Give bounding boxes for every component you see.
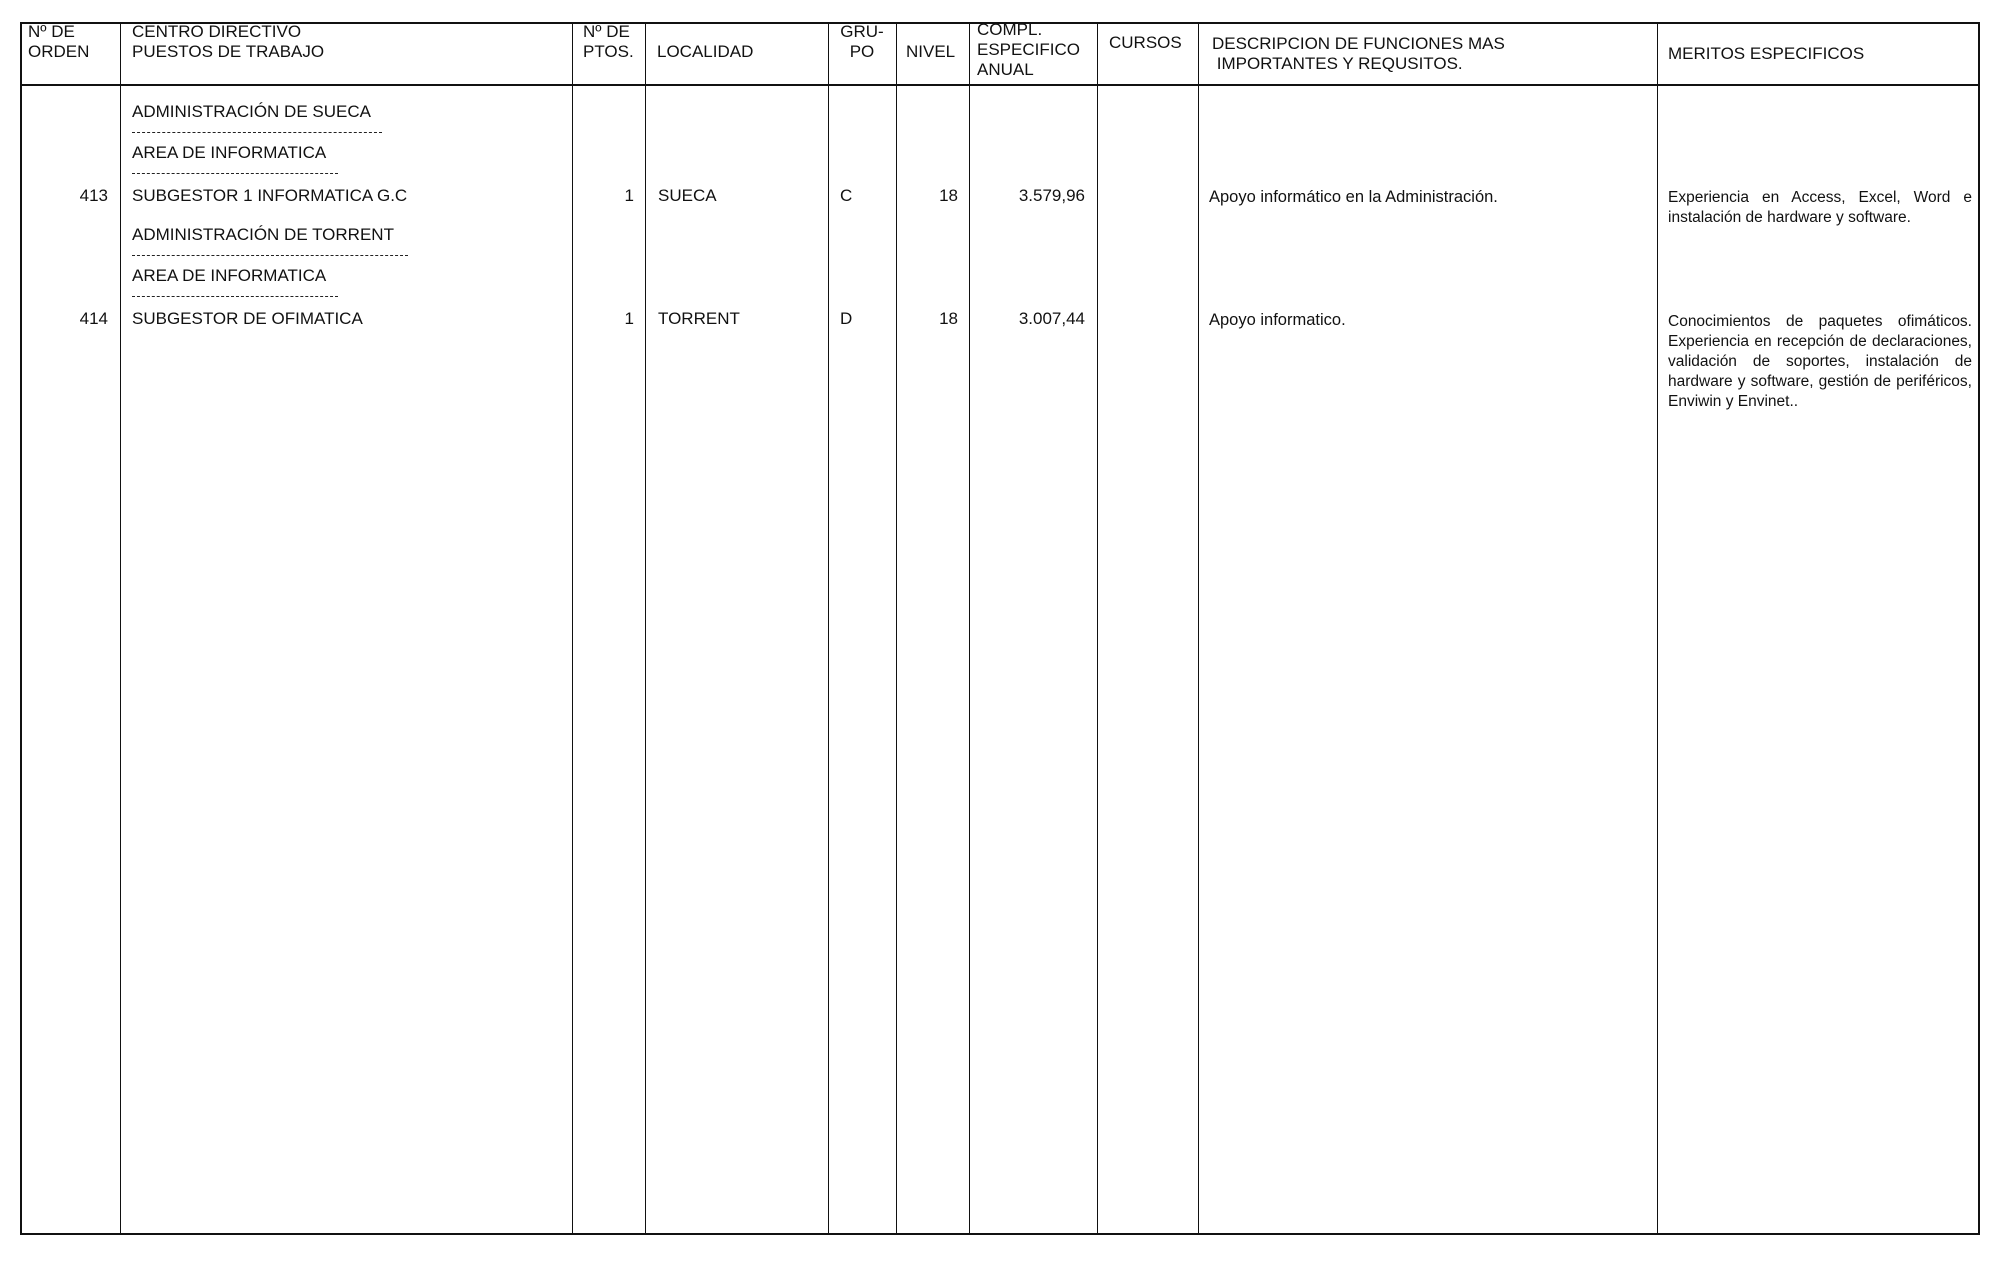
meritos-value: Conocimientos de paquetes ofimáticos. Experiencia en recepción de declaraciones, validación de soportes, instalación de hardware y software, gestión de periféricos, Enviwin y Envinet.. bbox=[1668, 313, 1972, 410]
meritos-value: Experiencia en Access, Excel, Word e instalación de hardware y software. bbox=[1668, 189, 1972, 226]
localidad-value: SUECA bbox=[658, 186, 717, 205]
column-divider bbox=[120, 22, 121, 1235]
column-divider bbox=[896, 22, 897, 1235]
nivel-value: 18 bbox=[939, 186, 958, 205]
grupo-value: D bbox=[840, 309, 853, 328]
header-descripcion: DESCRIPCION DE FUNCIONES MAS IMPORTANTES Y REQUSITOS. bbox=[1212, 34, 1505, 73]
localidad-value: TORRENT bbox=[658, 309, 740, 328]
header-grupo: GRU- PO bbox=[840, 22, 884, 61]
heading-underline bbox=[132, 255, 408, 256]
descripcion-value: Apoyo informatico. bbox=[1209, 311, 1346, 329]
header-meritos: MERITOS ESPECIFICOS bbox=[1668, 44, 1865, 63]
grupo-value: C bbox=[840, 186, 853, 205]
heading-underline bbox=[132, 132, 382, 133]
header-localidad: LOCALIDAD bbox=[657, 42, 754, 61]
header-compl: COMPL. ESPECIFICO ANUAL bbox=[977, 20, 1080, 79]
compl-value: 3.007,44 bbox=[1018, 309, 1085, 328]
column-divider bbox=[1097, 22, 1098, 1235]
column-divider bbox=[828, 22, 829, 1235]
positions-table bbox=[20, 22, 1980, 1235]
puesto-name: SUBGESTOR DE OFIMATICA bbox=[132, 309, 363, 328]
nivel-value: 18 bbox=[939, 309, 958, 328]
column-divider bbox=[1657, 22, 1658, 1235]
header-ptos: Nº DE PTOS. bbox=[583, 22, 634, 61]
puestos-count: 1 bbox=[624, 186, 634, 205]
centro-directivo-heading: ADMINISTRACIÓN DE TORRENT bbox=[132, 225, 394, 244]
centro-directivo-heading: ADMINISTRACIÓN DE SUECA bbox=[132, 102, 371, 121]
column-divider bbox=[969, 22, 970, 1235]
area-heading: AREA DE INFORMATICA bbox=[132, 143, 327, 162]
area-heading: AREA DE INFORMATICA bbox=[132, 266, 327, 285]
compl-value: 3.579,96 bbox=[1018, 186, 1085, 205]
heading-underline bbox=[132, 173, 338, 174]
header-nivel: NIVEL bbox=[906, 42, 956, 61]
column-divider bbox=[1198, 22, 1199, 1235]
descripcion-value: Apoyo informático en la Administración. bbox=[1209, 188, 1498, 206]
header-divider bbox=[20, 84, 1980, 86]
header-orden: Nº DE ORDEN bbox=[28, 22, 90, 61]
header-centro: CENTRO DIRECTIVO PUESTOS DE TRABAJO bbox=[132, 22, 325, 61]
column-divider bbox=[645, 22, 646, 1235]
puesto-name: SUBGESTOR 1 INFORMATICA G.C bbox=[132, 186, 408, 205]
puestos-count: 1 bbox=[624, 309, 634, 328]
column-divider bbox=[572, 22, 573, 1235]
orden-number: 413 bbox=[79, 186, 108, 205]
header-cursos: CURSOS bbox=[1109, 33, 1182, 52]
heading-underline bbox=[132, 296, 338, 297]
orden-number: 414 bbox=[79, 309, 108, 328]
